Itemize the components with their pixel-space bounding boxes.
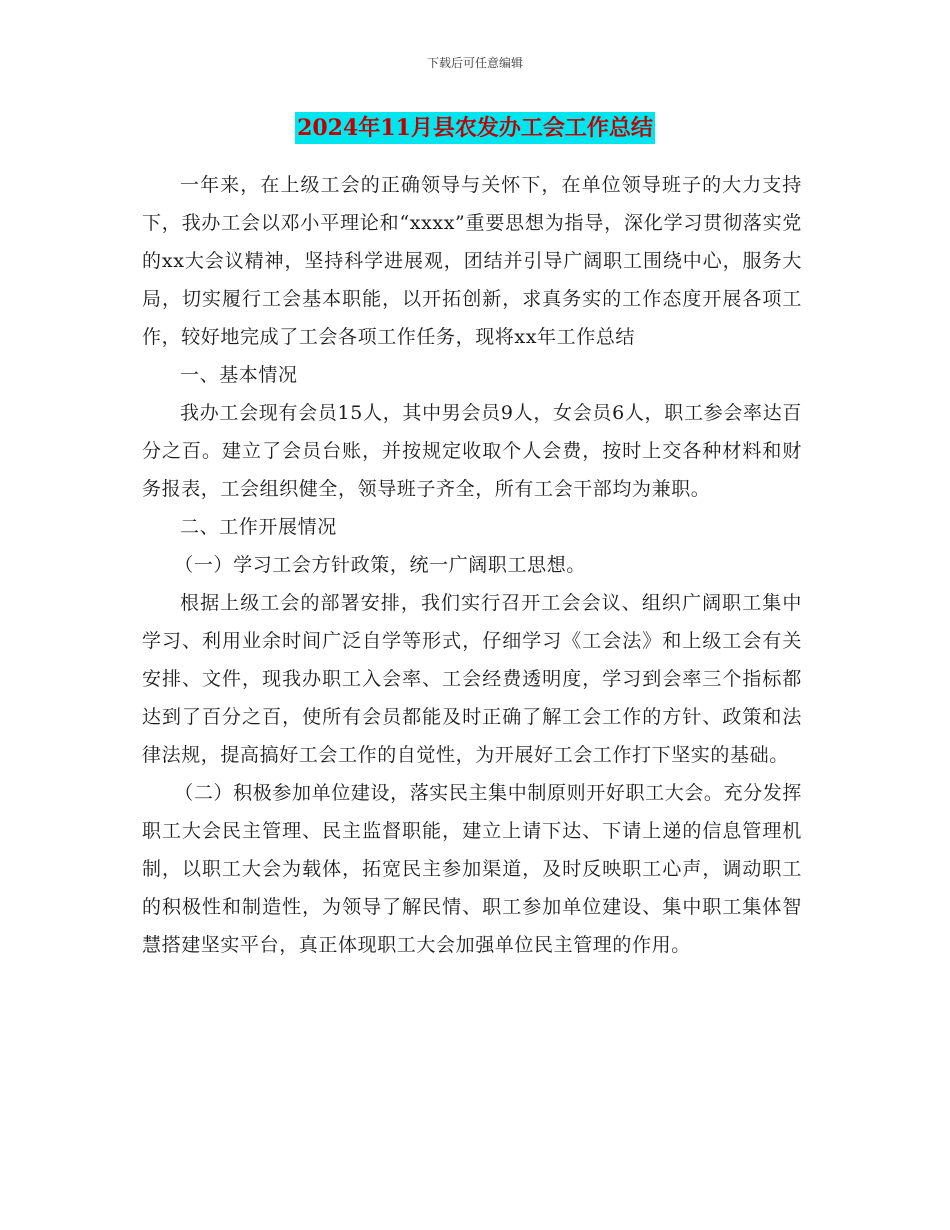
document-title: 2024年11月县农发办工会工作总结: [295, 112, 655, 144]
section-heading-basic-info: 一、基本情况: [180, 364, 298, 386]
document-body: [142, 166, 802, 964]
page-header-note: 下载后可任意编辑: [426, 56, 523, 70]
title-container: [0, 112, 950, 144]
subsection-heading-study: （一）学习工会方针政策，统一广阔职工思想。: [174, 554, 586, 576]
intro-paragraph: 一年来，在上级工会的正确领导与关怀下，在单位领导班子的大力支持下，我办工会以邓小平理论和“xxxx”重要思想为指导，深化学习贯彻落实党的xx大会议精神，坚持科学进展观，团结并引导广阔职工围绕中心，服务大局，切实履行工会基本职能，以开拓创新，求真务实的工作态度开展各项工作，较好地完成了工会各项工作任务，现将xx年工作总结: [142, 174, 802, 348]
participation-paragraph: （二）积极参加单位建设，落实民主集中制原则开好职工大会。充分发挥职工大会民主管理、民主监督职能，建立上请下达、下请上递的信息管理机制，以职工大会为载体，拓宽民主参加渠道，及时反映职工心声，调动职工的积极性和制造性，为领导了解民情、职工参加单位建设、集中职工集体智慧搭建坚实平台，真正体现职工大会加强单位民主管理的作用。: [142, 782, 802, 956]
basic-info-paragraph: 我办工会现有会员15人，其中男会员9人，女会员6人，职工参会率达百分之百。建立了会员台账，并按规定收取个人会费，按时上交各种材料和财务报表，工会组织健全，领导班子齐全，所有工会干部均为兼职。: [142, 402, 802, 500]
study-paragraph: 根据上级工会的部署安排，我们实行召开工会会议、组织广阔职工集中学习、利用业余时间广泛自学等形式，仔细学习《工会法》和上级工会有关安排、文件，现我办职工入会率、工会经费透明度，学习到会率三个指标都达到了百分之百，使所有会员都能及时正确了解工会工作的方针、政策和法律法规，提高搞好工会工作的自觉性，为开展好工会工作打下坚实的基础。: [142, 592, 802, 766]
section-heading-work-progress: 二、工作开展情况: [180, 516, 337, 538]
